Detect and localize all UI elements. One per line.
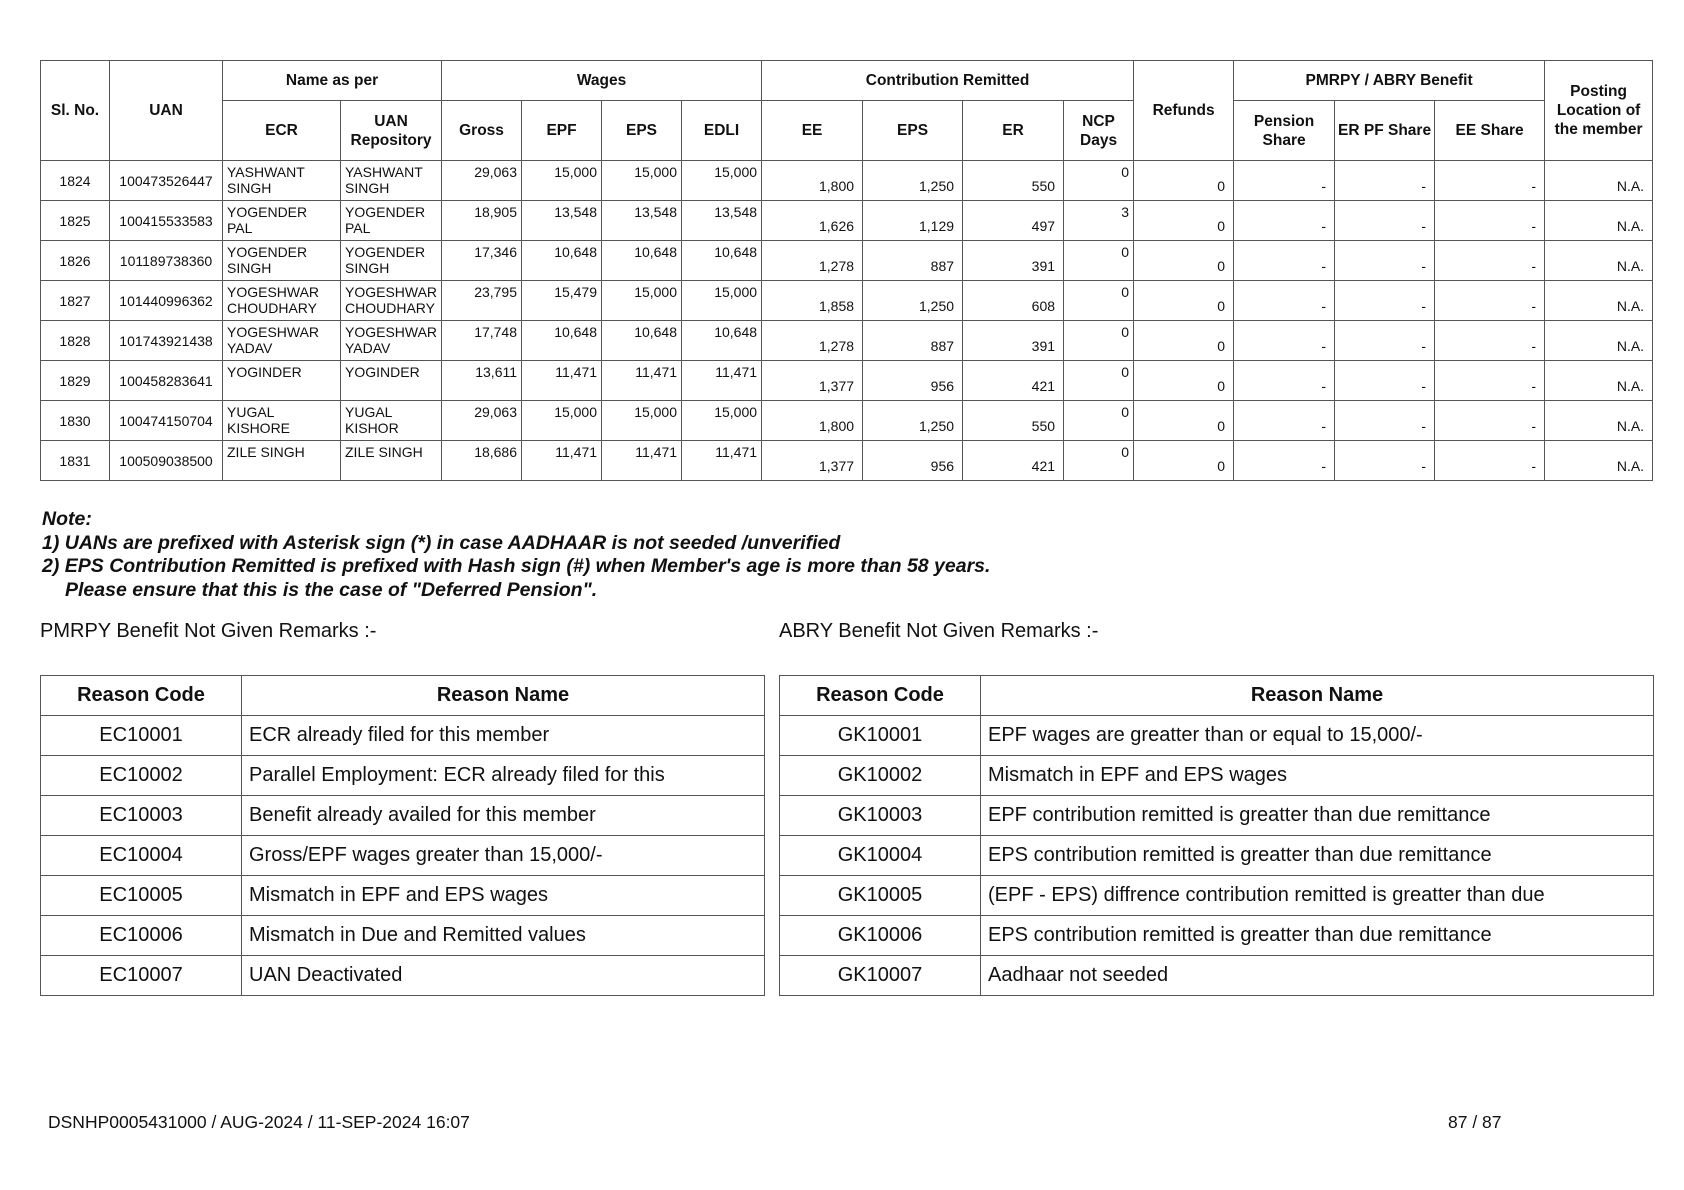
- cell-uan-repository-name: YOGINDER: [341, 361, 442, 401]
- pmrpy-reason-table: [40, 675, 765, 996]
- cell-ncp-days: 0: [1064, 321, 1134, 361]
- cell-ee-share: -: [1435, 321, 1545, 361]
- cell-ee: 1,800: [762, 401, 863, 441]
- cell-epf: 11,471: [522, 441, 602, 481]
- header-contribution-remitted: Contribution Remitted: [762, 61, 1134, 101]
- abry-reason-row: [780, 836, 1654, 876]
- cell-uan: 101743921438: [110, 321, 223, 361]
- cell-pension-share: -: [1234, 201, 1335, 241]
- abry-reason-code: GK10002: [780, 756, 981, 796]
- header-uan-repository: UAN Repository: [341, 101, 442, 161]
- abry-header-reason-code: Reason Code: [780, 676, 981, 716]
- cell-eps: 10,648: [602, 241, 682, 281]
- cell-ee-share: -: [1435, 401, 1545, 441]
- notes-section: [42, 508, 990, 602]
- cell-ee-share: -: [1435, 201, 1545, 241]
- abry-reason-row: [780, 876, 1654, 916]
- abry-reason-row: [780, 716, 1654, 756]
- cell-ncp-days: 0: [1064, 401, 1134, 441]
- pmrpy-reason-row: [41, 836, 765, 876]
- abry-reason-name: EPF wages are greatter than or equal to 15,000/-: [981, 716, 1654, 756]
- cell-posting-location: N.A.: [1545, 321, 1653, 361]
- table-row: [41, 281, 1653, 321]
- cell-epf: 10,648: [522, 321, 602, 361]
- cell-ee: 1,800: [762, 161, 863, 201]
- note-line-3: Please ensure that this is the case of "Deferred Pension".: [65, 578, 598, 601]
- cell-sl-no: 1824: [41, 161, 110, 201]
- cell-refunds: 0: [1134, 321, 1234, 361]
- table-row: [41, 241, 1653, 281]
- cell-ncp-days: 0: [1064, 241, 1134, 281]
- cell-refunds: 0: [1134, 441, 1234, 481]
- pmrpy-reason-row: [41, 956, 765, 996]
- pmrpy-reason-name: Mismatch in Due and Remitted values: [242, 916, 765, 956]
- pmrpy-reason-code: EC10003: [41, 796, 242, 836]
- cell-uan: 100415533583: [110, 201, 223, 241]
- cell-gross: 18,686: [442, 441, 522, 481]
- cell-edli: 15,000: [682, 161, 762, 201]
- cell-ncp-days: 3: [1064, 201, 1134, 241]
- abry-reason-code: GK10007: [780, 956, 981, 996]
- cell-er-pf-share: -: [1335, 161, 1435, 201]
- cell-ee: 1,626: [762, 201, 863, 241]
- cell-gross: 17,748: [442, 321, 522, 361]
- cell-edli: 11,471: [682, 441, 762, 481]
- cell-uan: 100474150704: [110, 401, 223, 441]
- table-row: [41, 321, 1653, 361]
- table-row: [41, 361, 1653, 401]
- abry-reason-table: [779, 675, 1654, 996]
- cell-ee: 1,377: [762, 361, 863, 401]
- cell-uan-repository-name: YOGENDER PAL: [341, 201, 442, 241]
- cell-gross: 18,905: [442, 201, 522, 241]
- cell-er: 550: [963, 161, 1064, 201]
- pmrpy-reason-row: [41, 876, 765, 916]
- cell-ee: 1,278: [762, 241, 863, 281]
- ecr-table-body: [41, 161, 1653, 481]
- abry-reason-row: [780, 796, 1654, 836]
- header-ecr: ECR: [223, 101, 341, 161]
- cell-er: 421: [963, 361, 1064, 401]
- cell-epf: 15,479: [522, 281, 602, 321]
- cell-posting-location: N.A.: [1545, 281, 1653, 321]
- cell-uan: 101189738360: [110, 241, 223, 281]
- cell-er: 391: [963, 321, 1064, 361]
- cell-er: 550: [963, 401, 1064, 441]
- pmrpy-reason-code: EC10004: [41, 836, 242, 876]
- cell-eps-contribution: 1,250: [863, 161, 963, 201]
- pmrpy-reason-code: EC10005: [41, 876, 242, 916]
- cell-posting-location: N.A.: [1545, 161, 1653, 201]
- pmrpy-reason-row: [41, 716, 765, 756]
- cell-ee-share: -: [1435, 361, 1545, 401]
- cell-ecr-name: YOGENDER PAL: [223, 201, 341, 241]
- header-eps-contribution: EPS: [863, 101, 963, 161]
- cell-pension-share: -: [1234, 401, 1335, 441]
- cell-eps-contribution: 887: [863, 241, 963, 281]
- cell-edli: 10,648: [682, 241, 762, 281]
- pmrpy-remarks-title: PMRPY Benefit Not Given Remarks :-: [40, 620, 377, 642]
- cell-er: 421: [963, 441, 1064, 481]
- cell-ee-share: -: [1435, 441, 1545, 481]
- abry-reason-name: (EPF - EPS) diffrence contribution remitted is greatter than due: [981, 876, 1654, 916]
- note-line-1: 1) UANs are prefixed with Asterisk sign (*) in case AADHAAR is not seeded /unverified: [42, 531, 841, 554]
- cell-posting-location: N.A.: [1545, 441, 1653, 481]
- abry-reason-row: [780, 916, 1654, 956]
- cell-uan-repository-name: YASHWANT SINGH: [341, 161, 442, 201]
- cell-er-pf-share: -: [1335, 401, 1435, 441]
- footer-reference: DSNHP0005431000 / AUG-2024 / 11-SEP-2024 16:07: [48, 1112, 470, 1132]
- cell-gross: 29,063: [442, 161, 522, 201]
- header-epf: EPF: [522, 101, 602, 161]
- header-er: ER: [963, 101, 1064, 161]
- pmrpy-reason-name: ECR already filed for this member: [242, 716, 765, 756]
- ecr-member-table: [40, 60, 1653, 481]
- header-ncp-days: NCP Days: [1064, 101, 1134, 161]
- cell-gross: 29,063: [442, 401, 522, 441]
- header-eps: EPS: [602, 101, 682, 161]
- cell-epf: 15,000: [522, 161, 602, 201]
- abry-reason-name: Aadhaar not seeded: [981, 956, 1654, 996]
- cell-eps: 15,000: [602, 281, 682, 321]
- cell-sl-no: 1828: [41, 321, 110, 361]
- cell-gross: 17,346: [442, 241, 522, 281]
- pmrpy-reason-row: [41, 796, 765, 836]
- table-row: [41, 161, 1653, 201]
- cell-er: 608: [963, 281, 1064, 321]
- cell-ee-share: -: [1435, 241, 1545, 281]
- cell-sl-no: 1825: [41, 201, 110, 241]
- cell-er: 497: [963, 201, 1064, 241]
- cell-ee-share: -: [1435, 161, 1545, 201]
- pmrpy-reason-row: [41, 916, 765, 956]
- cell-refunds: 0: [1134, 401, 1234, 441]
- cell-ee: 1,858: [762, 281, 863, 321]
- page-number: 87 / 87: [1448, 1112, 1502, 1132]
- cell-uan-repository-name: ZILE SINGH: [341, 441, 442, 481]
- table-row: [41, 401, 1653, 441]
- cell-posting-location: N.A.: [1545, 201, 1653, 241]
- cell-pension-share: -: [1234, 281, 1335, 321]
- cell-pension-share: -: [1234, 361, 1335, 401]
- header-pmrpy-abry-benefit: PMRPY / ABRY Benefit: [1234, 61, 1545, 101]
- header-name-as-per: Name as per: [223, 61, 442, 101]
- cell-eps: 15,000: [602, 161, 682, 201]
- header-gross: Gross: [442, 101, 522, 161]
- cell-gross: 23,795: [442, 281, 522, 321]
- cell-eps: 13,548: [602, 201, 682, 241]
- header-edli: EDLI: [682, 101, 762, 161]
- cell-sl-no: 1827: [41, 281, 110, 321]
- header-posting-location: Posting Location of the member: [1545, 61, 1653, 161]
- abry-reason-name: Mismatch in EPF and EPS wages: [981, 756, 1654, 796]
- cell-uan: 100458283641: [110, 361, 223, 401]
- abry-reason-row: [780, 756, 1654, 796]
- cell-ncp-days: 0: [1064, 161, 1134, 201]
- cell-ee: 1,377: [762, 441, 863, 481]
- cell-refunds: 0: [1134, 201, 1234, 241]
- cell-uan: 101440996362: [110, 281, 223, 321]
- pmrpy-header-reason-name: Reason Name: [242, 676, 765, 716]
- cell-epf: 15,000: [522, 401, 602, 441]
- cell-ecr-name: YUGAL KISHORE: [223, 401, 341, 441]
- cell-sl-no: 1829: [41, 361, 110, 401]
- cell-refunds: 0: [1134, 361, 1234, 401]
- cell-ecr-name: YOGINDER: [223, 361, 341, 401]
- header-er-pf-share: ER PF Share: [1335, 101, 1435, 161]
- cell-sl-no: 1831: [41, 441, 110, 481]
- pmrpy-reason-code: EC10007: [41, 956, 242, 996]
- cell-er: 391: [963, 241, 1064, 281]
- pmrpy-reason-name: Benefit already availed for this member: [242, 796, 765, 836]
- cell-uan-repository-name: YOGESHWAR YADAV: [341, 321, 442, 361]
- cell-pension-share: -: [1234, 161, 1335, 201]
- pmrpy-reason-name: Mismatch in EPF and EPS wages: [242, 876, 765, 916]
- table-row: [41, 201, 1653, 241]
- table-row: [41, 441, 1653, 481]
- cell-gross: 13,611: [442, 361, 522, 401]
- header-pension-share: Pension Share: [1234, 101, 1335, 161]
- pmrpy-reason-code: EC10006: [41, 916, 242, 956]
- abry-reason-code: GK10004: [780, 836, 981, 876]
- abry-reason-code: GK10001: [780, 716, 981, 756]
- cell-edli: 15,000: [682, 401, 762, 441]
- pmrpy-reason-code: EC10001: [41, 716, 242, 756]
- abry-header-reason-name: Reason Name: [981, 676, 1654, 716]
- cell-uan-repository-name: YOGESHWAR CHOUDHARY: [341, 281, 442, 321]
- header-wages: Wages: [442, 61, 762, 101]
- cell-eps-contribution: 1,250: [863, 281, 963, 321]
- abry-reason-body: [780, 716, 1654, 996]
- cell-pension-share: -: [1234, 441, 1335, 481]
- cell-uan-repository-name: YOGENDER SINGH: [341, 241, 442, 281]
- cell-er-pf-share: -: [1335, 321, 1435, 361]
- cell-eps: 15,000: [602, 401, 682, 441]
- cell-ecr-name: YOGESHWAR YADAV: [223, 321, 341, 361]
- abry-reason-row: [780, 956, 1654, 996]
- cell-eps-contribution: 887: [863, 321, 963, 361]
- cell-refunds: 0: [1134, 241, 1234, 281]
- pmrpy-reason-name: Parallel Employment: ECR already filed for this: [242, 756, 765, 796]
- cell-ncp-days: 0: [1064, 361, 1134, 401]
- cell-eps: 11,471: [602, 441, 682, 481]
- cell-ee: 1,278: [762, 321, 863, 361]
- cell-epf: 10,648: [522, 241, 602, 281]
- pmrpy-reason-name: UAN Deactivated: [242, 956, 765, 996]
- cell-uan-repository-name: YUGAL KISHOR: [341, 401, 442, 441]
- cell-eps-contribution: 1,250: [863, 401, 963, 441]
- abry-reason-name: EPS contribution remitted is greatter than due remittance: [981, 836, 1654, 876]
- cell-eps: 10,648: [602, 321, 682, 361]
- cell-eps-contribution: 956: [863, 361, 963, 401]
- pmrpy-reason-name: Gross/EPF wages greater than 15,000/-: [242, 836, 765, 876]
- cell-ecr-name: YOGENDER SINGH: [223, 241, 341, 281]
- abry-reason-name: EPF contribution remitted is greatter than due remittance: [981, 796, 1654, 836]
- header-refunds: Refunds: [1134, 61, 1234, 161]
- cell-er-pf-share: -: [1335, 281, 1435, 321]
- pmrpy-reason-body: [41, 716, 765, 996]
- cell-ecr-name: ZILE SINGH: [223, 441, 341, 481]
- header-ee-share: EE Share: [1435, 101, 1545, 161]
- cell-posting-location: N.A.: [1545, 241, 1653, 281]
- note-line-2: 2) EPS Contribution Remitted is prefixed with Hash sign (#) when Member's age is more than 58 years.: [42, 555, 991, 577]
- cell-edli: 11,471: [682, 361, 762, 401]
- cell-posting-location: N.A.: [1545, 361, 1653, 401]
- abry-reason-code: GK10005: [780, 876, 981, 916]
- abry-reason-name: EPS contribution remitted is greatter than due remittance: [981, 916, 1654, 956]
- cell-edli: 10,648: [682, 321, 762, 361]
- cell-er-pf-share: -: [1335, 201, 1435, 241]
- cell-er-pf-share: -: [1335, 441, 1435, 481]
- cell-eps-contribution: 956: [863, 441, 963, 481]
- cell-er-pf-share: -: [1335, 241, 1435, 281]
- cell-ee-share: -: [1435, 281, 1545, 321]
- cell-ncp-days: 0: [1064, 441, 1134, 481]
- abry-reason-code: GK10003: [780, 796, 981, 836]
- header-sl-no: Sl. No.: [41, 61, 110, 161]
- cell-epf: 13,548: [522, 201, 602, 241]
- cell-eps: 11,471: [602, 361, 682, 401]
- cell-uan: 100473526447: [110, 161, 223, 201]
- cell-refunds: 0: [1134, 281, 1234, 321]
- header-uan: UAN: [110, 61, 223, 161]
- pmrpy-header-reason-code: Reason Code: [41, 676, 242, 716]
- cell-pension-share: -: [1234, 321, 1335, 361]
- cell-edli: 15,000: [682, 281, 762, 321]
- cell-posting-location: N.A.: [1545, 401, 1653, 441]
- abry-remarks-title: ABRY Benefit Not Given Remarks :-: [779, 620, 1099, 642]
- cell-ecr-name: YASHWANT SINGH: [223, 161, 341, 201]
- header-ee: EE: [762, 101, 863, 161]
- cell-sl-no: 1830: [41, 401, 110, 441]
- abry-reason-code: GK10006: [780, 916, 981, 956]
- ecr-table-container: [40, 60, 1652, 481]
- cell-er-pf-share: -: [1335, 361, 1435, 401]
- cell-uan: 100509038500: [110, 441, 223, 481]
- cell-edli: 13,548: [682, 201, 762, 241]
- cell-ncp-days: 0: [1064, 281, 1134, 321]
- pmrpy-reason-code: EC10002: [41, 756, 242, 796]
- pmrpy-reason-row: [41, 756, 765, 796]
- notes-title: Note:: [42, 508, 92, 530]
- cell-eps-contribution: 1,129: [863, 201, 963, 241]
- cell-pension-share: -: [1234, 241, 1335, 281]
- cell-refunds: 0: [1134, 161, 1234, 201]
- cell-sl-no: 1826: [41, 241, 110, 281]
- cell-epf: 11,471: [522, 361, 602, 401]
- cell-ecr-name: YOGESHWAR CHOUDHARY: [223, 281, 341, 321]
